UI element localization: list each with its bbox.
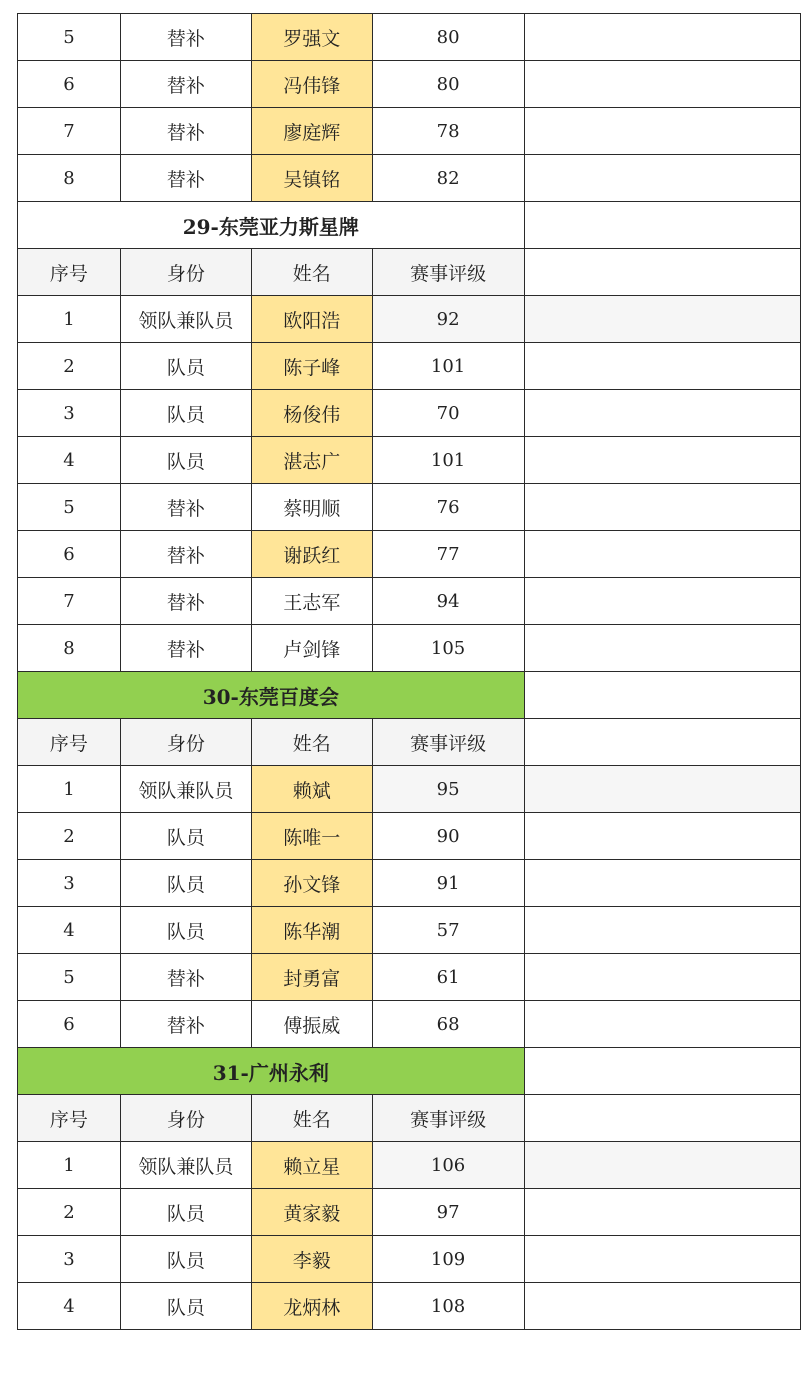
seq-cell[interactable]: 5	[18, 954, 121, 1001]
name-cell[interactable]: 欧阳浩	[251, 296, 372, 343]
roster-table	[17, 13, 801, 1330]
player-row	[18, 766, 801, 813]
column-header-row	[18, 719, 801, 766]
blank-cell[interactable]	[524, 484, 800, 531]
name-header[interactable]: 姓名	[251, 1095, 372, 1142]
name-cell[interactable]: 黄家毅	[251, 1189, 372, 1236]
player-row	[18, 343, 801, 390]
rating-cell[interactable]: 61	[372, 954, 524, 1001]
player-row	[18, 296, 801, 343]
team-title[interactable]: 30-东莞百度会	[18, 672, 525, 719]
seq-cell[interactable]: 3	[18, 390, 121, 437]
role-cell[interactable]: 队员	[120, 1283, 251, 1330]
role-cell[interactable]: 替补	[120, 484, 251, 531]
seq-cell[interactable]: 1	[18, 766, 121, 813]
name-cell[interactable]: 杨俊伟	[251, 390, 372, 437]
team-title-row	[18, 202, 801, 249]
name-cell[interactable]: 龙炳林	[251, 1283, 372, 1330]
blank-cell[interactable]	[524, 1142, 800, 1189]
blank-cell[interactable]	[524, 14, 800, 61]
player-row	[18, 578, 801, 625]
rating-header[interactable]: 赛事评级	[372, 1095, 524, 1142]
blank-cell[interactable]	[524, 531, 800, 578]
blank-cell[interactable]	[524, 860, 800, 907]
rating-header[interactable]: 赛事评级	[372, 719, 524, 766]
rating-cell[interactable]: 80	[372, 61, 524, 108]
seq-cell[interactable]: 7	[18, 578, 121, 625]
player-row	[18, 1283, 801, 1330]
rating-cell[interactable]: 80	[372, 14, 524, 61]
name-cell[interactable]: 廖庭辉	[251, 108, 372, 155]
team-title-row	[18, 1048, 801, 1095]
rating-header[interactable]: 赛事评级	[372, 249, 524, 296]
rating-cell[interactable]: 68	[372, 1001, 524, 1048]
seq-cell[interactable]: 4	[18, 437, 121, 484]
player-row	[18, 531, 801, 578]
role-cell[interactable]: 队员	[120, 860, 251, 907]
name-cell[interactable]: 赖立星	[251, 1142, 372, 1189]
player-row	[18, 1189, 801, 1236]
rating-cell[interactable]: 97	[372, 1189, 524, 1236]
rating-cell[interactable]: 77	[372, 531, 524, 578]
blank-cell[interactable]	[524, 578, 800, 625]
role-cell[interactable]: 队员	[120, 437, 251, 484]
seq-cell[interactable]: 4	[18, 907, 121, 954]
name-cell[interactable]: 蔡明顺	[251, 484, 372, 531]
player-row	[18, 155, 801, 202]
blank-cell[interactable]	[524, 108, 800, 155]
blank-cell[interactable]	[524, 249, 800, 296]
role-cell[interactable]: 领队兼队员	[120, 296, 251, 343]
name-header[interactable]: 姓名	[251, 249, 372, 296]
player-row	[18, 484, 801, 531]
rating-cell[interactable]: 91	[372, 860, 524, 907]
blank-cell[interactable]	[524, 766, 800, 813]
role-cell[interactable]: 队员	[120, 1236, 251, 1283]
seq-cell[interactable]: 3	[18, 860, 121, 907]
rating-cell[interactable]: 94	[372, 578, 524, 625]
role-cell[interactable]: 替补	[120, 954, 251, 1001]
player-row	[18, 390, 801, 437]
role-cell[interactable]: 替补	[120, 531, 251, 578]
team-title[interactable]: 29-东莞亚力斯星牌	[18, 202, 525, 249]
blank-cell[interactable]	[524, 907, 800, 954]
player-row	[18, 14, 801, 61]
player-row	[18, 954, 801, 1001]
blank-cell[interactable]	[524, 1283, 800, 1330]
seq-cell[interactable]: 5	[18, 484, 121, 531]
blank-cell[interactable]	[524, 672, 800, 719]
role-header[interactable]: 身份	[120, 1095, 251, 1142]
role-cell[interactable]: 替补	[120, 578, 251, 625]
player-row	[18, 108, 801, 155]
name-cell[interactable]: 湛志广	[251, 437, 372, 484]
seq-cell[interactable]: 2	[18, 343, 121, 390]
role-header[interactable]: 身份	[120, 249, 251, 296]
rating-cell[interactable]: 82	[372, 155, 524, 202]
role-cell[interactable]: 队员	[120, 343, 251, 390]
name-cell[interactable]: 陈子峰	[251, 343, 372, 390]
player-row	[18, 437, 801, 484]
rating-cell[interactable]: 78	[372, 108, 524, 155]
rating-cell[interactable]: 95	[372, 766, 524, 813]
rating-cell[interactable]: 108	[372, 1283, 524, 1330]
rating-cell[interactable]: 76	[372, 484, 524, 531]
blank-cell[interactable]	[524, 61, 800, 108]
role-cell[interactable]: 替补	[120, 625, 251, 672]
name-cell[interactable]: 谢跃红	[251, 531, 372, 578]
blank-cell[interactable]	[524, 437, 800, 484]
role-cell[interactable]: 替补	[120, 1001, 251, 1048]
player-row	[18, 860, 801, 907]
role-cell[interactable]: 队员	[120, 1189, 251, 1236]
seq-header[interactable]: 序号	[18, 1095, 121, 1142]
role-cell[interactable]: 领队兼队员	[120, 1142, 251, 1189]
player-row	[18, 61, 801, 108]
name-cell[interactable]: 罗强文	[251, 14, 372, 61]
blank-cell[interactable]	[524, 719, 800, 766]
blank-cell[interactable]	[524, 813, 800, 860]
seq-cell[interactable]: 8	[18, 625, 121, 672]
role-cell[interactable]: 队员	[120, 390, 251, 437]
role-cell[interactable]: 替补	[120, 108, 251, 155]
role-cell[interactable]: 替补	[120, 155, 251, 202]
player-row	[18, 813, 801, 860]
seq-cell[interactable]: 2	[18, 813, 121, 860]
team-title[interactable]: 31-广州永利	[18, 1048, 525, 1095]
rating-cell[interactable]: 70	[372, 390, 524, 437]
player-row	[18, 625, 801, 672]
blank-cell[interactable]	[524, 1095, 800, 1142]
role-cell[interactable]: 领队兼队员	[120, 766, 251, 813]
name-cell[interactable]: 孙文锋	[251, 860, 372, 907]
rating-cell[interactable]: 109	[372, 1236, 524, 1283]
blank-cell[interactable]	[524, 202, 800, 249]
role-cell[interactable]: 队员	[120, 813, 251, 860]
seq-cell[interactable]: 4	[18, 1283, 121, 1330]
seq-cell[interactable]: 3	[18, 1236, 121, 1283]
name-cell[interactable]: 王志军	[251, 578, 372, 625]
blank-cell[interactable]	[524, 1189, 800, 1236]
player-row	[18, 907, 801, 954]
name-header[interactable]: 姓名	[251, 719, 372, 766]
rating-cell[interactable]: 105	[372, 625, 524, 672]
column-header-row	[18, 249, 801, 296]
name-cell[interactable]: 吴镇铭	[251, 155, 372, 202]
seq-cell[interactable]: 6	[18, 61, 121, 108]
seq-cell[interactable]: 2	[18, 1189, 121, 1236]
player-row	[18, 1236, 801, 1283]
blank-cell[interactable]	[524, 155, 800, 202]
column-header-row	[18, 1095, 801, 1142]
blank-cell[interactable]	[524, 1236, 800, 1283]
blank-cell[interactable]	[524, 390, 800, 437]
rating-cell[interactable]: 106	[372, 1142, 524, 1189]
name-cell[interactable]: 卢剑锋	[251, 625, 372, 672]
rating-cell[interactable]: 101	[372, 437, 524, 484]
roster-table-body	[18, 14, 801, 1330]
seq-cell[interactable]: 1	[18, 1142, 121, 1189]
name-cell[interactable]: 赖斌	[251, 766, 372, 813]
name-cell[interactable]: 陈华潮	[251, 907, 372, 954]
name-cell[interactable]: 冯伟锋	[251, 61, 372, 108]
rating-cell[interactable]: 101	[372, 343, 524, 390]
team-title-row	[18, 672, 801, 719]
name-cell[interactable]: 陈唯一	[251, 813, 372, 860]
rating-cell[interactable]: 92	[372, 296, 524, 343]
player-row	[18, 1142, 801, 1189]
name-cell[interactable]: 李毅	[251, 1236, 372, 1283]
role-cell[interactable]: 替补	[120, 14, 251, 61]
name-cell[interactable]: 封勇富	[251, 954, 372, 1001]
player-row	[18, 1001, 801, 1048]
blank-cell[interactable]	[524, 625, 800, 672]
role-cell[interactable]: 替补	[120, 61, 251, 108]
role-header[interactable]: 身份	[120, 719, 251, 766]
seq-cell[interactable]: 6	[18, 531, 121, 578]
seq-cell[interactable]: 1	[18, 296, 121, 343]
blank-cell[interactable]	[524, 343, 800, 390]
seq-cell[interactable]: 7	[18, 108, 121, 155]
seq-cell[interactable]: 8	[18, 155, 121, 202]
name-cell[interactable]: 傅振威	[251, 1001, 372, 1048]
seq-header[interactable]: 序号	[18, 249, 121, 296]
blank-cell[interactable]	[524, 1001, 800, 1048]
blank-cell[interactable]	[524, 954, 800, 1001]
role-cell[interactable]: 队员	[120, 907, 251, 954]
seq-cell[interactable]: 5	[18, 14, 121, 61]
rating-cell[interactable]: 90	[372, 813, 524, 860]
seq-header[interactable]: 序号	[18, 719, 121, 766]
seq-cell[interactable]: 6	[18, 1001, 121, 1048]
blank-cell[interactable]	[524, 1048, 800, 1095]
blank-cell[interactable]	[524, 296, 800, 343]
rating-cell[interactable]: 57	[372, 907, 524, 954]
